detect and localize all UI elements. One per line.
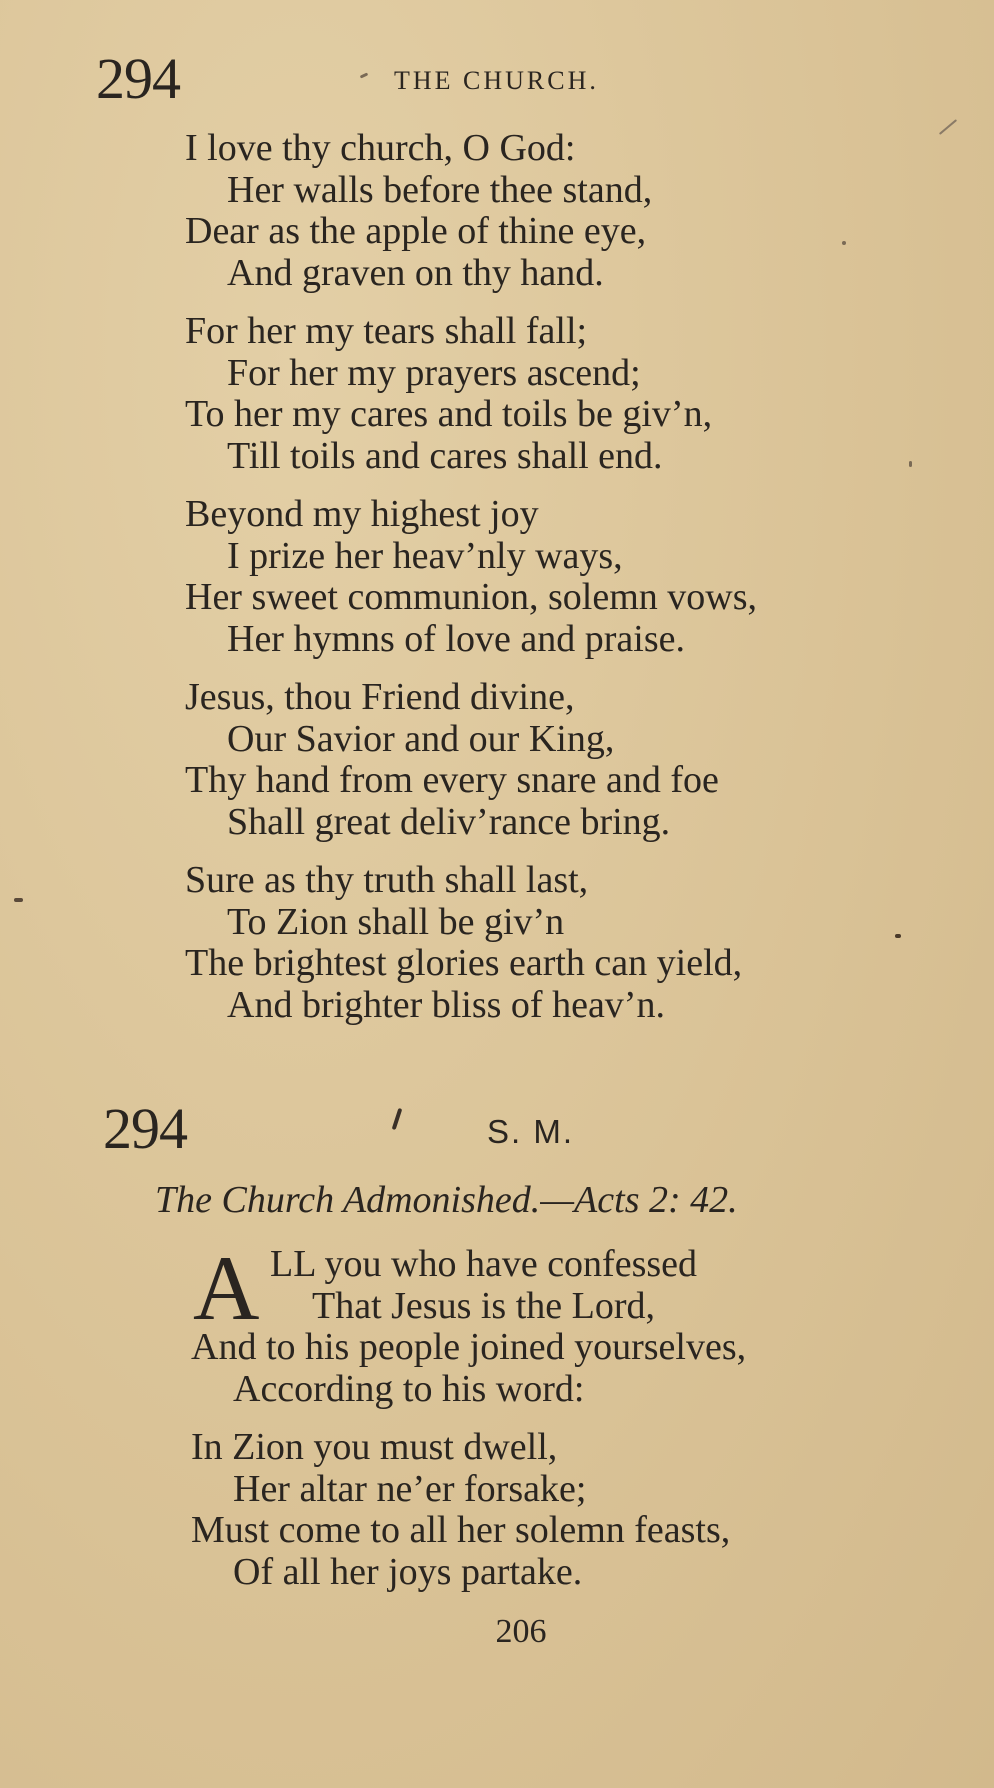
stanza (0, 128, 994, 294)
stanza (0, 1237, 994, 1410)
ink-mark (392, 1108, 403, 1130)
verse-line: Must come to all her solemn feasts, (191, 1509, 731, 1551)
header-hymn-number: 294 (96, 46, 180, 111)
verse-line: Her sweet communion, solemn vows, (185, 576, 758, 618)
verse-line: Her hymns of love and praise. (227, 617, 685, 660)
hymn-meter: S. M. (487, 1113, 575, 1150)
drop-cap: A (193, 1237, 260, 1339)
verse-line: Of all her joys partake. (233, 1550, 583, 1593)
verse-line: Her altar ne’er forsake; (233, 1467, 587, 1510)
verse-line: Shall great deliv’rance bring. (227, 800, 671, 843)
hymn-title: The Church Admonished.—Acts 2: 42. (155, 1179, 738, 1221)
verse-line: Jesus, thou Friend divine, (185, 676, 575, 718)
verse-line: Till toils and cares shall end. (227, 434, 663, 477)
verse-line: Her walls before thee stand, (227, 168, 653, 211)
verse-line: I prize her heav’nly ways, (227, 534, 623, 577)
verse-line: For her my prayers ascend; (227, 351, 641, 394)
running-head (0, 40, 994, 120)
verse-line: LL you who have confessed (270, 1243, 698, 1285)
verse-line: And brighter bliss of heav’n. (227, 983, 665, 1026)
stanza (0, 1427, 994, 1593)
verse-line: That Jesus is the Lord, (312, 1284, 656, 1327)
verse-line: Sure as thy truth shall last, (185, 859, 589, 901)
paper-speck (895, 934, 901, 938)
verse-line: To her my cares and toils be giv’n, (185, 393, 713, 435)
paper-speck (14, 898, 23, 902)
paper-speck (842, 241, 846, 245)
ink-speck (360, 72, 369, 78)
hymn-heading (0, 1096, 994, 1166)
hymn-294 (0, 1237, 994, 1610)
verse-line: To Zion shall be giv’n (227, 900, 565, 943)
verse-line: In Zion you must dwell, (191, 1426, 558, 1468)
page-folio: 206 (495, 1613, 547, 1650)
paper-speck (909, 461, 912, 467)
stanza (0, 860, 994, 1026)
stanza (0, 494, 994, 660)
stanza (0, 311, 994, 477)
verse-line: Thy hand from every snare and foe (185, 759, 719, 801)
verse-line: I love thy church, O God: (185, 127, 576, 169)
verse-line: And graven on thy hand. (227, 251, 604, 294)
verse-line: Our Savior and our King, (227, 717, 615, 760)
verse-line: According to his word: (233, 1367, 585, 1410)
verse-line: Beyond my highest joy (185, 493, 539, 535)
hymn-number: 294 (103, 1096, 187, 1161)
verse-line: And to his people joined yourselves, (191, 1326, 747, 1368)
running-title: THE CHURCH. (394, 66, 599, 95)
verse-line: The brightest glories earth can yield, (185, 942, 743, 984)
verse-line: For her my tears shall fall; (185, 310, 588, 352)
hymn-294-continued (0, 128, 994, 1043)
stanza (0, 677, 994, 843)
verse-line: Dear as the apple of thine eye, (185, 210, 647, 252)
